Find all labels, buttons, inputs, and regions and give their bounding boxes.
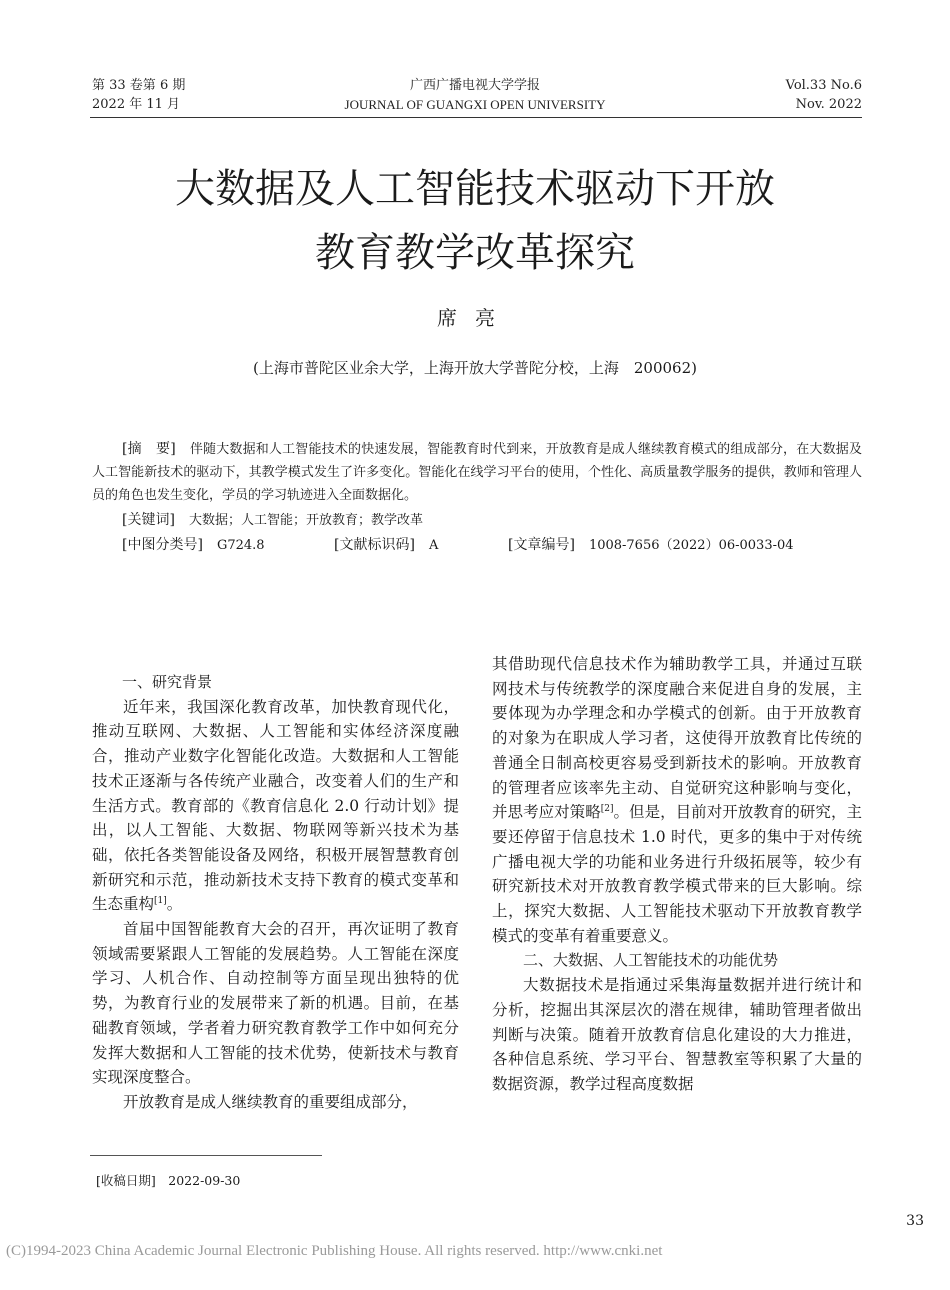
journal-name-cn: 广西广播电视大学学报: [409, 78, 540, 93]
volume-issue: 第 33 卷第 6 期: [92, 78, 186, 93]
paragraph: 大数据技术是指通过采集海量数据并进行统计和分析，挖掘出其深层次的潜在规律，辅助管理者做出判断与决策。随着开放教育信息化建设的大力推进，各种信息系统、学习平台、智慧教室等积累了大量的数据资源，教学过程高度数据: [492, 976, 862, 1093]
citation-ref-1: [1]: [154, 896, 167, 907]
author-name: 席亮: [437, 306, 513, 330]
paragraph: 开放教育是成人继续教育的重要组成部分，: [123, 1092, 418, 1111]
section-heading-2: 二、大数据、人工智能技术的功能优势: [523, 951, 779, 970]
page-number: 33: [906, 1213, 924, 1229]
journal-name-en: JOURNAL OF GUANGXI OPEN UNIVERSITY: [344, 97, 606, 112]
keywords-label: [关键词]: [122, 512, 175, 528]
paragraph: 其借助现代信息技术作为辅助教学工具，并通过互联网技术与传统教学的深度融合来促进自身的发展，主要体现为办学理念和办学模式的创新。由于开放教育的对象为在职成人学习者，这使得开放教育比传统的普通全日制高校更容易受到新技术的影响。开放教育的管理者应该率先主动、自觉研究这种影响与变化，并思考应对策略[2]。但是，目前对开放教育的研究，主要还停留于信息技术 1.0 时代，更多的集中于对传统广播电视大学的功能和业务进行升级拓展等，较少有研究新技术对开放教育教学模式带来的巨大影响。综上，探究大数据、人工智能技术驱动下开放教育教学模式的变革有着重要意义。: [492, 655, 862, 945]
abstract-label: [摘 要]: [122, 441, 176, 457]
article-title-line2: 教育教学改革探究: [315, 230, 635, 276]
article-title-line1: 大数据及人工智能技术驱动下开放: [175, 166, 775, 212]
author-affiliation: (上海市普陀区业余大学，上海开放大学普陀分校，上海 200062): [253, 359, 697, 377]
copyright-notice: (C)1994-2023 China Academic Journal Electronic Publishing House. All rights reserved. http://www.cnki.net: [6, 1243, 663, 1259]
clc-label: [中图分类号]: [122, 537, 203, 553]
header-rule: [90, 117, 862, 118]
date-en: Nov. 2022: [795, 97, 862, 112]
received-date-footnote: [收稿日期] 2022-09-30: [96, 1173, 241, 1188]
paragraph: 近年来，我国深化教育改革，加快教育现代化，推动互联网、大数据、人工智能和实体经济深度融合，推动产业数字化智能化改造。大数据和人工智能技术正逐渐与各传统产业融合，改变着人们的生产和生活方式。教育部的《教育信息化 2.0 行动计划》提出，以人工智能、大数据、物联网等新兴技术为基础，依托各类智能设备及网络，积极开展智慧教育创新研究和示范，推动新技术支持下教育的模式变革和生态重构[1]。: [92, 697, 459, 914]
paragraph: 首届中国智能教育大会的召开，再次证明了教育领域需要紧跟人工智能的发展趋势。人工智能在深度学习、人机合作、自动控制等方面呈现出独特的优势，为教育行业的发展带来了新的机遇。目前，在基础教育领域，学者着力研究教育教学工作中如何充分发挥大数据和人工智能的技术优势，使新技术与教育实现深度整合。: [92, 920, 459, 1087]
footnote-rule: [90, 1155, 322, 1156]
classification-row: [122, 534, 862, 557]
keywords-text: 大数据；人工智能；开放教育；教学改革: [188, 513, 423, 528]
clc-code: [122, 534, 265, 557]
abstract: [92, 438, 862, 507]
document-code-label: [文献标识码]: [334, 537, 415, 553]
keywords-row: [122, 509, 423, 532]
section-heading-1: 一、研究背景: [122, 673, 213, 691]
clc-value: G724.8: [216, 538, 265, 553]
abstract-text: 伴随大数据和人工智能技术的快速发展，智能教育时代到来，开放教育是成人继续教育模式的组成部分，在大数据及人工智能新技术的驱动下，其教学模式发生了许多变化。智能化在线学习平台的使用，个性化、高质量教学服务的提供，教师和管理人员的角色也发生变化，学员的学习轨迹进入全面数据化。: [92, 442, 862, 503]
article-number: [508, 534, 794, 557]
document-code: [334, 534, 438, 557]
citation-ref-2: [2]: [600, 804, 614, 815]
body-column-right: [492, 652, 862, 1097]
volume-number-en: Vol.33 No.6: [785, 78, 862, 93]
issue-date: 2022 年 11 月: [92, 97, 181, 112]
running-header-right: [786, 76, 862, 114]
article-number-value: 1008-7656（2022）06-0033-04: [588, 538, 794, 553]
document-code-value: A: [428, 538, 439, 553]
article-number-label: [文章编号]: [508, 537, 575, 553]
body-column-left: [92, 670, 459, 1115]
